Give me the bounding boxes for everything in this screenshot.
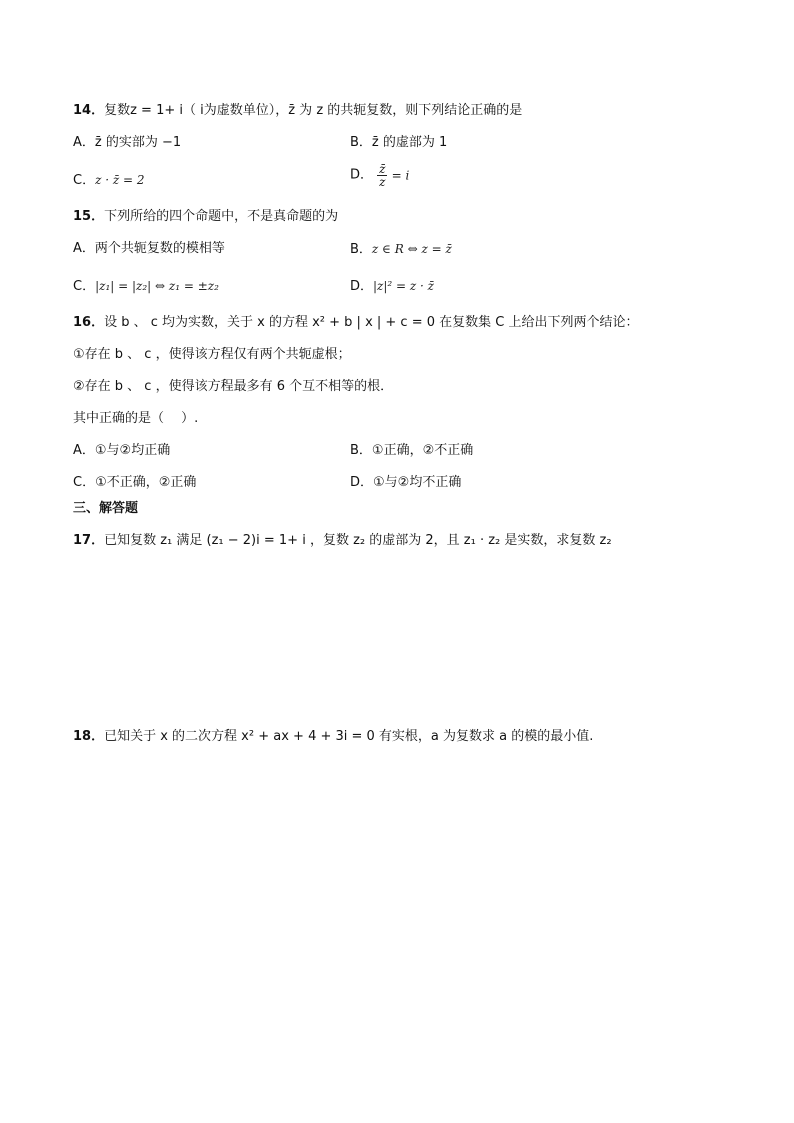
q16-option-b (350, 442, 473, 460)
option-text: z̄ 的实部为 −1 (94, 135, 182, 150)
section-heading: 三、解答题 (73, 501, 139, 516)
q15-option-c (73, 277, 219, 296)
q14-option-d (350, 163, 409, 188)
q16-stem: 设 b 、 c 均为实数，关于 x 的方程 x² + b | x | + c = 0 在复数集 C 上给出下列两个结论： (104, 315, 639, 330)
option-label: C． (73, 173, 96, 188)
fraction-denominator: z (379, 175, 386, 189)
option-text: z ∈ R ⇔ z = z̄ (371, 242, 452, 256)
option-label: B． (350, 242, 372, 257)
q15-option-a (73, 240, 225, 258)
q18-number: 18． (73, 729, 105, 744)
q16-option-c (73, 474, 196, 492)
q15-number: 15． (73, 209, 105, 224)
fraction (377, 163, 387, 188)
q15-stem: 下列所给的四个命题中，不是真命题的为 (104, 209, 339, 224)
q16-stem-line (73, 314, 638, 332)
option-label: A． (73, 241, 95, 256)
q14-option-a (73, 134, 181, 152)
option-text: 两个共轭复数的模相等 (94, 241, 225, 256)
option-label: B． (350, 135, 372, 150)
q17-number: 17． (73, 533, 105, 548)
option-label: D． (350, 279, 374, 294)
q16-option-d (350, 474, 461, 492)
option-text: = i (391, 168, 410, 183)
option-label: C． (73, 475, 96, 490)
q16-statement-2: ②存在 b 、 c ，使得该方程最多有 6 个互不相等的根． (73, 379, 394, 394)
q15-option-b (350, 240, 452, 259)
option-label: C． (73, 279, 96, 294)
q16-statement-1: ①存在 b 、 c ，使得该方程仅有两个共轭虚根； (73, 347, 351, 362)
option-label: A． (73, 443, 95, 458)
q14-number: 14． (73, 103, 105, 118)
q17-stem-line (73, 532, 612, 550)
q14-option-b (350, 134, 447, 152)
q16-option-a (73, 442, 170, 460)
q18-stem-line (73, 728, 593, 746)
option-text: z̄ 的虚部为 1 (371, 135, 448, 150)
option-text: |z₁| = |z₂| ⇔ z₁ = ±z₂ (95, 279, 219, 293)
option-text: ①与②均正确 (94, 443, 171, 458)
q14-stem-line (73, 102, 522, 120)
option-label: D． (350, 167, 374, 183)
option-text: ①不正确，②正确 (95, 475, 197, 490)
option-text: |z|² = z · z̄ (373, 279, 435, 293)
q17-stem: 已知复数 z₁ 满足 (z₁ − 2)i = 1+ i ，复数 z₂ 的虚部为 2，且 z₁ · z₂ 是实数，求复数 z₂ (104, 533, 612, 548)
option-text: ①正确，②不正确 (371, 443, 474, 458)
option-label: D． (350, 475, 374, 490)
q15-stem-line (73, 208, 338, 226)
q15-option-d (350, 277, 434, 296)
q18-stem: 已知关于 x 的二次方程 x² + ax + 4 + 3i = 0 有实根，a 为复数求 a 的模的最小值. (104, 729, 594, 744)
q16-number: 16． (73, 315, 105, 330)
option-label: A． (73, 135, 95, 150)
option-label: B． (350, 443, 372, 458)
option-text: z · z̄ = 2 (95, 173, 145, 187)
option-text: ①与②均不正确 (373, 475, 462, 490)
q16-ask: 其中正确的是（ ）. (73, 411, 199, 426)
q14-stem: 复数z = 1+ i（ i为虚数单位），z̄ 为 z 的共轭复数，则下列结论正确的是 (104, 103, 523, 118)
fraction-numerator: z̄ (379, 162, 386, 176)
q14-option-c (73, 171, 144, 190)
